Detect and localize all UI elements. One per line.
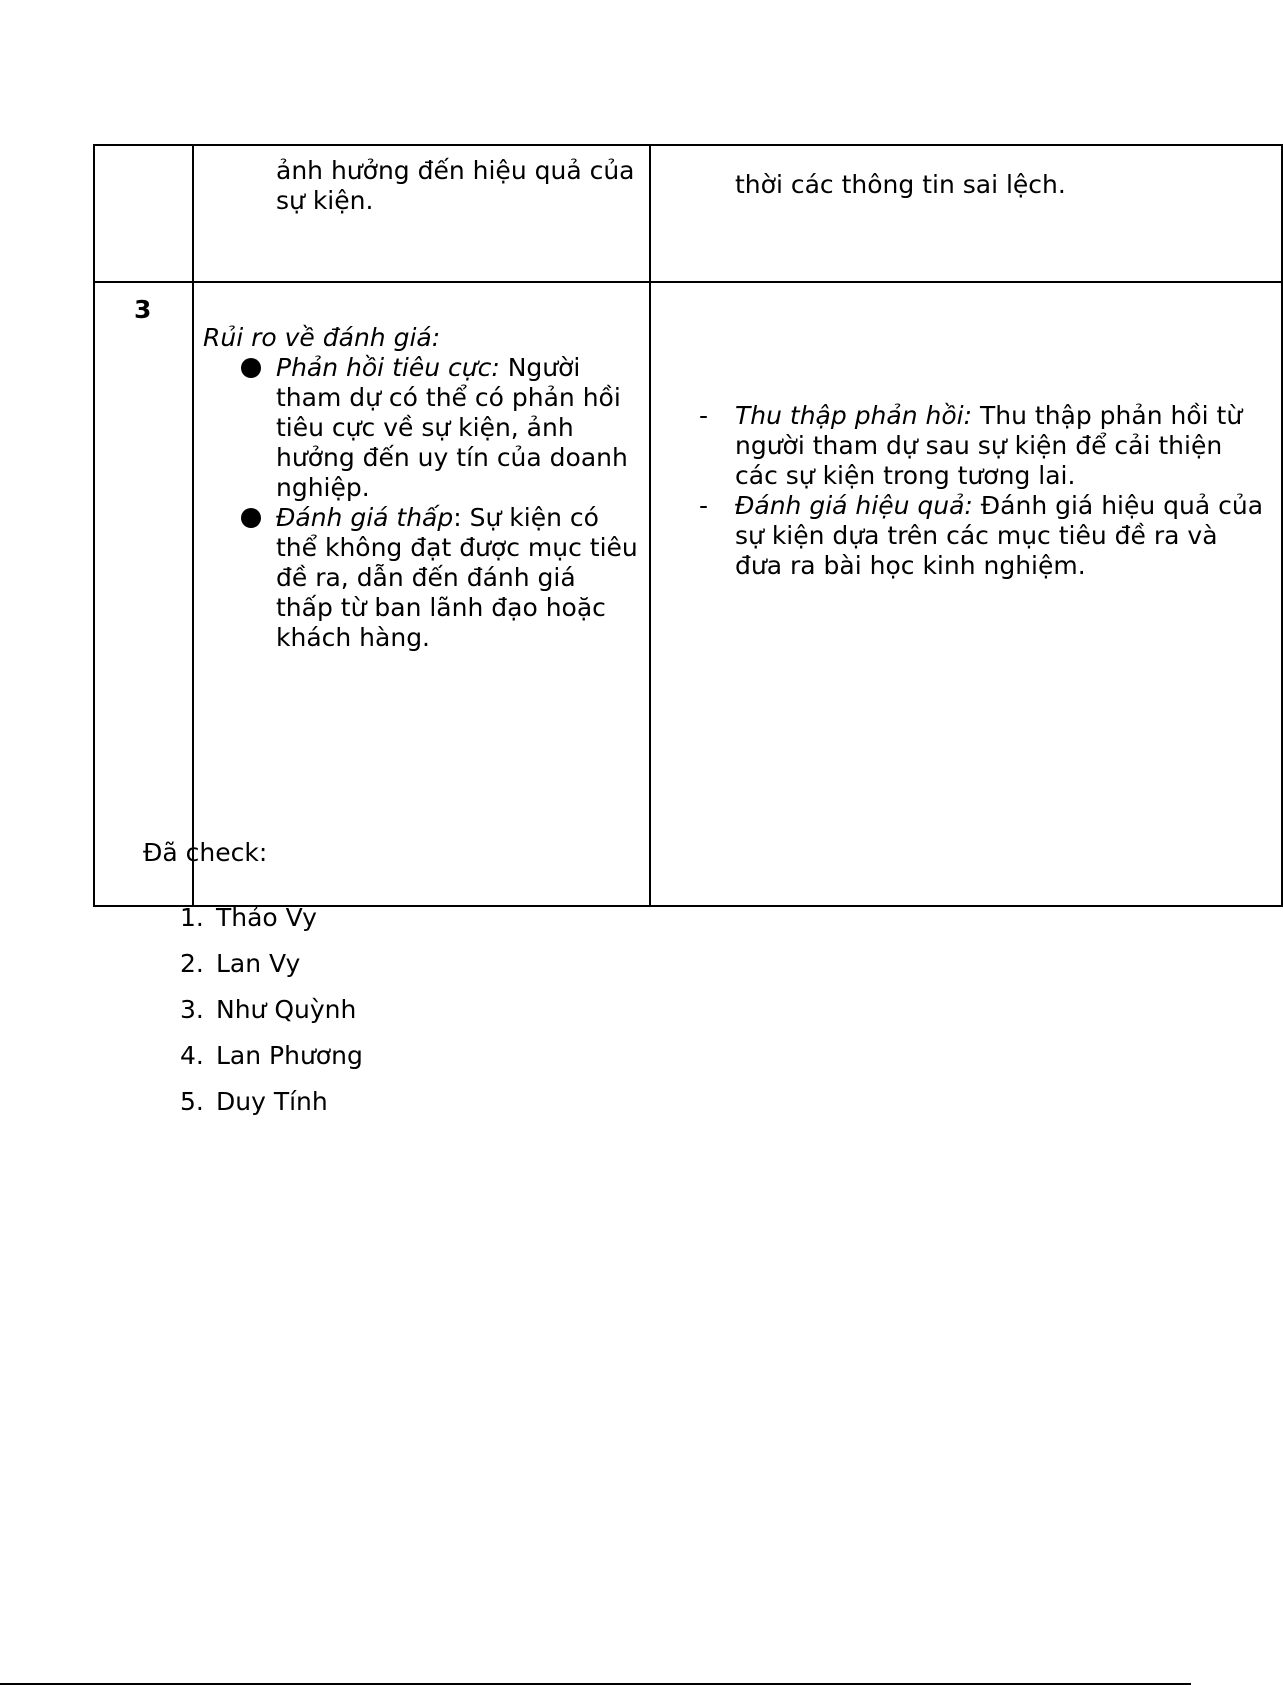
risk-term: Đánh giá thấp xyxy=(276,503,454,532)
checker-name: Duy Tính xyxy=(216,1087,328,1116)
list-number: 2. xyxy=(180,949,204,978)
checker-name: Như Quỳnh xyxy=(216,995,357,1024)
list-number: 5. xyxy=(180,1087,204,1116)
mitigation-term: Thu thập phản hồi: xyxy=(735,401,973,430)
mitigation-list xyxy=(651,401,1271,581)
index-cell xyxy=(94,145,193,282)
risk-table xyxy=(93,144,1283,907)
bullet-icon xyxy=(241,508,261,528)
list-item xyxy=(180,1038,363,1084)
table-row xyxy=(94,145,1282,282)
risk-cell-continued xyxy=(193,145,650,282)
risk-item xyxy=(276,353,639,503)
mitigation-cell xyxy=(650,282,1282,906)
list-number: 4. xyxy=(180,1041,204,1070)
risk-cell xyxy=(193,282,650,906)
risk-list xyxy=(203,353,639,653)
table-row xyxy=(94,282,1282,906)
list-item xyxy=(180,900,363,946)
mitigation-text: Đánh giá hiệu quả của sự kiện dựa trên các mục tiêu đề ra và đưa ra bài học kinh nghiệm. xyxy=(735,491,1264,580)
risk-item xyxy=(276,503,639,653)
list-number: 3. xyxy=(180,995,204,1024)
mitigation-item xyxy=(699,491,1271,581)
checker-name: Thảo Vy xyxy=(216,903,317,932)
mitigation-term: Đánh giá hiệu quả: xyxy=(735,491,973,520)
risk-title: Rủi ro về đánh giá: xyxy=(203,323,441,352)
list-item xyxy=(180,946,363,992)
risk-term: Phản hồi tiêu cực: xyxy=(276,353,500,382)
risk-continuation-text: ảnh hưởng đến hiệu quả của sự kiện. xyxy=(276,156,635,215)
list-number: 1. xyxy=(180,903,204,932)
risk-text: Người tham dự có thể có phản hồi tiêu cực về sự kiện, ảnh hưởng đến uy tín của doanh nghiệp. xyxy=(276,353,628,502)
checked-label: Đã check: xyxy=(143,838,268,867)
mitigation-item xyxy=(699,401,1271,491)
dash-icon: - xyxy=(699,491,709,520)
bullet-icon xyxy=(241,358,261,378)
mitigation-continuation-text: thời các thông tin sai lệch. xyxy=(735,170,1066,199)
list-item xyxy=(180,1084,363,1130)
list-item xyxy=(180,992,363,1038)
checked-names-list xyxy=(180,900,363,1130)
dash-icon: - xyxy=(699,401,709,430)
checker-name: Lan Vy xyxy=(216,949,301,978)
risk-text: : Sự kiện có thể không đạt được mục tiêu đề ra, dẫn đến đánh giá thấp từ ban lãnh đạo hoặc khách hàng. xyxy=(276,503,638,652)
row-index: 3 xyxy=(94,282,193,906)
checker-name: Lan Phương xyxy=(216,1041,363,1070)
mitigation-text: Thu thập phản hồi từ người tham dự sau sự kiện để cải thiện các sự kiện trong tương lai. xyxy=(735,401,1243,490)
mitigation-cell-continued xyxy=(650,145,1282,282)
